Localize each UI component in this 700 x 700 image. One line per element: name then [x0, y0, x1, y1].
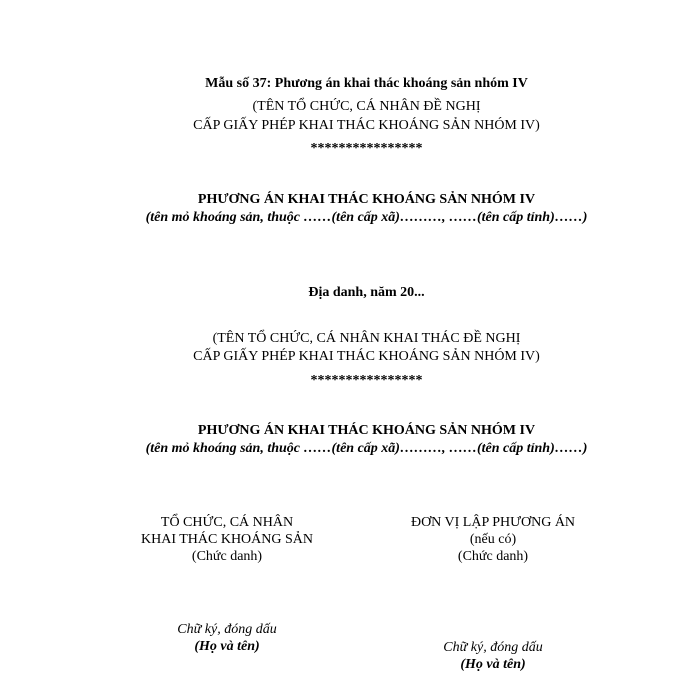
section2-stars: **************** [310, 373, 423, 388]
signature-right-block [383, 639, 603, 673]
section1-org-line2: CẤP GIẤY PHÉP KHAI THÁC KHOÁNG SẢN NHÓM IV) [193, 118, 540, 133]
signature-left-name: (Họ và tên) [194, 639, 260, 654]
form-title: Mẫu số 37: Phương án khai thác khoáng sản nhóm IV [205, 76, 528, 91]
section2-plan-title: PHƯƠNG ÁN KHAI THÁC KHOÁNG SẢN NHÓM IV [197, 423, 536, 438]
signature-right-line1: ĐƠN VỊ LẬP PHƯƠNG ÁN [410, 515, 576, 530]
signature-left-role: (Chức danh) [191, 549, 263, 564]
signature-left-line2: KHAI THÁC KHOÁNG SẢN [140, 532, 314, 547]
section1-plan-title: PHƯƠNG ÁN KHAI THÁC KHOÁNG SẢN NHÓM IV [197, 192, 536, 207]
signature-left-sign: Chữ ký, đóng dấu [177, 622, 277, 637]
signature-right-name: (Họ và tên) [460, 657, 526, 672]
signature-left-block [117, 621, 337, 655]
section2-subtitle: (tên mỏ khoáng sản, thuộc ……(tên cấp xã)………, ……(tên cấp tỉnh)……) [145, 441, 588, 456]
signature-left [117, 514, 337, 565]
section1-org-line1: (TÊN TỔ CHỨC, CÁ NHÂN ĐỀ NGHỊ [252, 99, 481, 114]
section1-subtitle: (tên mỏ khoáng sản, thuộc ……(tên cấp xã)………, ……(tên cấp tỉnh)……) [145, 210, 588, 225]
section2-org-line2: CẤP GIẤY PHÉP KHAI THÁC KHOÁNG SẢN NHÓM IV) [193, 349, 540, 364]
signature-left-line1: TỔ CHỨC, CÁ NHÂN [160, 515, 294, 530]
place-date: Địa danh, năm 20... [308, 285, 425, 300]
signature-right [383, 514, 603, 565]
signature-right-sign: Chữ ký, đóng dấu [443, 640, 543, 655]
signature-right-role: (Chức danh) [457, 549, 529, 564]
signature-right-line2: (nếu có) [469, 532, 517, 547]
section1-stars: **************** [310, 141, 423, 156]
section2-org-line1: (TÊN TỔ CHỨC, CÁ NHÂN KHAI THÁC ĐỀ NGHỊ [212, 331, 521, 346]
